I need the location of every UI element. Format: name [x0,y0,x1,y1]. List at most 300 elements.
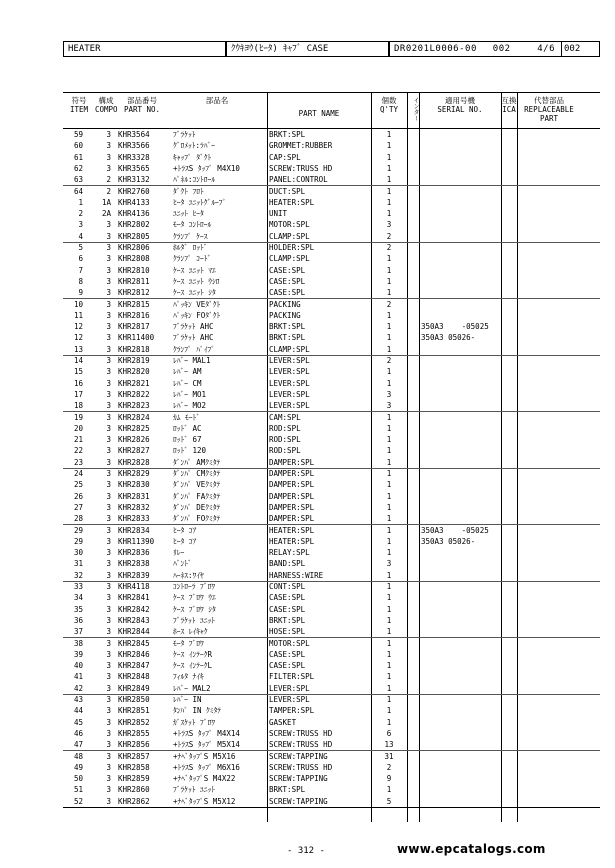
cell-part-name: CASE:SPL [269,265,306,275]
cell-qty: 1 [386,265,392,275]
header-doc-code [389,41,562,57]
col-name-en-header: PART NAME [298,109,340,118]
cell-part-no: KHR11390 [118,536,155,546]
cell-comp: 3 [106,672,111,682]
table-top-rule [63,92,600,93]
cell-part-no: KHR2849 [118,683,150,693]
cell-comp: 3 [106,502,111,512]
cell-part-no: KHR2851 [118,706,150,716]
cell-name-jp: ﾋｰﾀ ｺｱ [173,525,197,535]
cell-part-name: CLAMP:SPL [269,254,310,264]
cell-name-jp: ｺﾝﾄﾛｰﾗ ﾌﾞﾛﾜ [173,582,216,591]
cell-item: 44 [73,706,83,716]
cell-qty: 1 [386,672,392,682]
table-row [63,355,600,366]
cell-qty: 1 [386,344,392,354]
cell-part-name: BRKT:SPL [269,322,306,332]
cell-part-name: DAMPER:SPL [269,469,315,478]
cell-part-name: BRKT:SPL [269,615,306,625]
cell-item: 16 [73,378,83,388]
cell-comp: 3 [106,344,111,354]
cell-item: 8 [78,276,83,286]
cell-part-name: PANEL:CONTROL [269,175,328,185]
cell-part-no: KHR2859 [118,774,150,784]
cell-qty: 1 [386,695,392,704]
table-row [63,434,600,445]
cell-comp: 3 [106,356,111,365]
table-row [63,457,600,468]
cell-name-jp: ｹｰｽ ﾌﾞﾛﾜ ｳｴ [173,593,216,603]
table-bottom-rule [63,807,600,808]
cell-qty: 9 [386,774,392,784]
cell-name-jp: ﾚﾊﾞｰ MAL2 [173,683,211,693]
cell-qty: 1 [386,378,392,388]
cell-name-jp: ﾋｰﾀ ﾕﾆｯﾄｸﾞﾙｰﾌﾟ [173,197,227,207]
cell-qty: 1 [386,435,392,445]
table-row [63,751,600,762]
cell-serial: 350A3 05026- [421,536,476,546]
cell-item: 20 [73,423,83,433]
cell-part-no: KHR2826 [118,435,150,445]
cell-name-jp: ﾛｯﾄﾞ 67 [173,435,202,445]
cell-item: 4 [78,231,83,241]
table-row [63,265,600,276]
table-row [63,784,600,795]
table-row [63,728,600,739]
cell-qty: 31 [384,751,394,761]
cell-qty: 1 [386,604,392,614]
cell-qty: 1 [386,141,392,151]
cell-item: 47 [73,740,83,750]
cell-comp: 3 [106,604,111,614]
cell-part-name: SCREW:TAPPING [269,774,328,784]
cell-qty: 1 [386,412,392,422]
cell-part-name: HEATER:SPL [269,525,315,535]
table-row [63,186,600,197]
cell-name-jp: ｹｰｽ ﾕﾆｯﾄ ｼﾀ [173,288,216,298]
table-row [63,649,600,660]
table-row [63,276,600,287]
table-row [63,152,600,163]
cell-item: 51 [73,785,83,795]
cell-part-no: KHR2855 [118,728,150,738]
cell-comp: 3 [106,717,111,727]
cell-comp: 3 [106,367,111,377]
cell-comp: 3 [106,423,111,433]
cell-qty: 1 [386,582,392,591]
header-title: HEATER [63,41,226,57]
cell-comp: 3 [106,243,111,252]
cell-name-jp: ﾀﾞｸﾄ ﾌﾛﾄ [173,186,204,196]
cell-comp: 3 [106,480,111,490]
cell-qty: 1 [386,333,392,343]
table-row [63,140,600,151]
cell-name-jp: ﾊﾟﾈﾙ:ｺﾝﾄﾛｰﾙ [173,175,216,185]
cell-comp: 3 [106,582,111,591]
col-serial-header: 適用号機 SERIAL NO. [437,96,483,114]
cell-item: 46 [73,728,83,738]
cell-name-jp: ﾎﾙﾀﾞ ﾛｯﾄﾞ [173,243,208,252]
table-row [63,536,600,547]
cell-part-no: KHR2858 [118,762,150,772]
cell-item: 22 [73,446,83,456]
cell-part-name: LEVER:SPL [269,389,310,399]
cell-part-no: KHR2833 [118,514,150,524]
cell-name-jp: ﾌｨﾙﾀ ﾅｲｷ [173,672,204,682]
cell-item: 25 [73,480,83,490]
cell-comp: 3 [106,412,111,422]
cell-item: 12 [73,322,83,332]
cell-part-no: KHR2816 [118,310,150,320]
col-partno-header: 部品番号 PART NO. [123,96,161,114]
cell-serial: 350A3 -05025 [421,525,489,535]
cell-comp: 3 [106,796,111,806]
cell-part-name: LEVER:SPL [269,367,310,377]
cell-name-jp: ｹｰｽ ﾕﾆｯﾄ ﾏｴ [173,265,216,275]
cell-part-no: KHR3132 [118,175,150,185]
cell-comp: 3 [106,649,111,659]
cell-name-jp: ﾌﾞﾗｹｯﾄ [173,130,196,139]
header-rev: 002 [492,44,511,54]
cell-part-no: KHR2825 [118,423,150,433]
cell-part-name: LEVER:SPL [269,378,310,388]
cell-name-jp: +ﾅﾍﾞﾀｯﾌﾟS M5X16 [173,751,236,761]
cell-item: 31 [73,559,83,569]
table-row [63,332,600,343]
cell-comp: 3 [106,525,111,535]
cell-part-no: KHR2845 [118,638,150,648]
cell-part-no: KHR2850 [118,695,150,704]
cell-name-jp: ﾌﾞﾗｹｯﾄ ﾕﾆｯﾄ [173,615,216,625]
cell-part-no: KHR2823 [118,401,150,411]
col-inter-header: インター [412,97,419,121]
cell-name-jp: ﾊﾟｯｷﾝ FOﾀﾞｸﾄ [173,310,221,320]
table-row [63,525,600,536]
cell-part-no: KHR4133 [118,197,150,207]
cell-part-name: BRKT:SPL [269,333,306,343]
table-row [63,558,600,569]
cell-item: 34 [73,593,83,603]
cell-comp: 3 [106,322,111,332]
cell-item: 12 [73,333,83,343]
cell-qty: 1 [386,661,392,671]
cell-item: 52 [73,796,83,806]
header-doc-code-value: DR0201L0006-00 [394,44,477,54]
cell-qty: 1 [386,536,392,546]
table-row [63,174,600,185]
cell-name-jp: ｸﾗﾝﾌﾟ ｹｰｽ [173,231,208,241]
cell-comp: 3 [106,514,111,524]
cell-item: 18 [73,401,83,411]
cell-qty: 1 [386,717,392,727]
cell-comp: 3 [106,401,111,411]
table-row [63,231,600,242]
cell-qty: 2 [386,243,392,252]
cell-qty: 3 [386,401,392,411]
cell-qty: 6 [386,728,392,738]
cell-qty: 1 [386,785,392,795]
cell-item: 60 [73,141,83,151]
cell-item: 3 [78,220,83,230]
cell-comp: 3 [106,276,111,286]
cell-qty: 1 [386,276,392,286]
cell-name-jp: ﾓｰﾀ ｺﾝﾄﾛｰﾙ [173,220,212,230]
cell-name-jp: ﾌﾞﾗｹｯﾄ AHC [173,333,214,343]
cell-name-jp: ｷｬｯﾌﾟ ﾀﾞｸﾄ [173,152,212,162]
table-row [63,163,600,174]
cell-name-jp: +ﾄﾗｽS ﾀｯﾌﾟ M5X14 [173,740,240,750]
cell-part-no: KHR2847 [118,661,150,671]
cell-part-no: KHR2836 [118,548,150,558]
cell-part-no: KHR2857 [118,751,150,761]
cell-qty: 2 [386,762,392,772]
table-row [63,287,600,298]
cell-part-no: KHR3328 [118,152,150,162]
table-row [63,129,600,140]
col-ica-header: 互換 ICA [501,96,517,114]
cell-name-jp: ﾚﾊﾞｰ AM [173,367,202,377]
cell-comp: 3 [106,265,111,275]
cell-name-jp: ﾀﾞﾝﾊﾟ VEｸﾐﾀﾃ [173,480,221,490]
cell-part-no: KHR2822 [118,389,150,399]
cell-part-name: PACKING [269,310,301,320]
cell-part-name: DAMPER:SPL [269,480,315,490]
cell-part-name: HARNESS:WIRE [269,570,324,580]
cell-qty: 1 [386,570,392,580]
cell-part-no: KHR2831 [118,491,150,501]
cell-part-no: KHR2824 [118,412,150,422]
col-qty-header: 個数 Q'TY [379,96,399,114]
cell-comp: 3 [106,130,111,139]
cell-part-name: PACKING [269,299,301,309]
cell-comp: 3 [106,559,111,569]
cell-part-name: BAND:SPL [269,559,306,569]
cell-qty: 1 [386,209,392,219]
cell-part-name: SCREW:TAPPING [269,751,328,761]
cell-item: 36 [73,615,83,625]
page-number: - 312 - [287,846,325,856]
table-row [63,694,600,705]
cell-part-name: CASE:SPL [269,649,306,659]
table-row [63,683,600,694]
table-row [63,197,600,208]
cell-name-jp: ｸﾗﾝﾌﾟ ｺｰﾄﾞ [173,254,212,264]
cell-name-jp: ﾛｯﾄﾞ AC [173,423,202,433]
cell-item: 10 [73,299,83,309]
cell-item: 62 [73,163,83,173]
cell-part-no: KHR2821 [118,378,150,388]
cell-comp: 3 [106,548,111,558]
table-row [63,412,600,423]
table-row [63,423,600,434]
cell-item: 30 [73,548,83,558]
cell-part-no: KHR2818 [118,344,150,354]
cell-name-jp: +ﾄﾗｽS ﾀｯﾌﾟ M6X16 [173,762,240,772]
cell-part-name: ROD:SPL [269,423,301,433]
cell-qty: 1 [386,548,392,558]
table-row [63,604,600,615]
cell-comp: 3 [106,389,111,399]
table-row [63,796,600,807]
cell-part-name: SCREW:TRUSS HD [269,762,333,772]
cell-part-name: SCREW:TAPPING [269,796,328,806]
col-comp-header: 構成 COMPO [95,96,118,114]
cell-qty: 1 [386,254,392,264]
table-row [63,445,600,456]
cell-qty: 1 [386,367,392,377]
cell-comp: 3 [106,706,111,716]
cell-item: 33 [73,582,83,591]
cell-part-no: KHR2842 [118,604,150,614]
table-row [63,626,600,637]
cell-item: 17 [73,389,83,399]
cell-qty: 1 [386,446,392,456]
cell-name-jp: +ﾄﾗｽS ﾀｯﾌﾟ M4X14 [173,728,240,738]
table-row [63,299,600,310]
cell-part-name: DAMPER:SPL [269,491,315,501]
cell-part-no: KHR2830 [118,480,150,490]
cell-part-no: KHR2806 [118,243,150,252]
cell-part-name: DUCT:SPL [269,186,306,196]
cell-item: 29 [73,525,83,535]
cell-part-no: KHR2817 [118,322,150,332]
cell-item: 48 [73,751,83,761]
cell-item: 42 [73,683,83,693]
cell-item: 9 [78,288,83,298]
cell-qty: 1 [386,186,392,196]
table-row [63,310,600,321]
cell-item: 45 [73,717,83,727]
cell-comp: 3 [106,446,111,456]
cell-comp: 3 [106,627,111,637]
cell-part-name: DAMPER:SPL [269,457,315,467]
cell-part-no: KHR2819 [118,356,150,365]
cell-item: 27 [73,502,83,512]
cell-name-jp: ﾀﾞﾝﾊﾟ FAｸﾐﾀﾃ [173,491,221,501]
cell-comp: 3 [106,695,111,704]
cell-comp: 3 [106,683,111,693]
cell-name-jp: ﾋｰﾀ ｺｱ [173,536,197,546]
cell-comp: 3 [106,593,111,603]
cell-item: 24 [73,469,83,478]
cell-part-no: KHR2846 [118,649,150,659]
cell-comp: 3 [106,457,111,467]
cell-comp: 3 [106,435,111,445]
cell-name-jp: ｶﾑ ﾓｰﾄﾞ [173,412,201,422]
cell-qty: 1 [386,627,392,637]
cell-name-jp: +ﾅﾍﾞﾀｯﾌﾟS M5X12 [173,796,236,806]
cell-comp: 3 [106,785,111,795]
cell-qty: 1 [386,322,392,332]
table-row [63,581,600,592]
cell-comp: 3 [106,231,111,241]
cell-part-no: KHR2841 [118,593,150,603]
table-row [63,253,600,264]
cell-part-name: CAP:SPL [269,152,301,162]
cell-item: 64 [73,186,83,196]
table-row [63,762,600,773]
cell-part-name: CLAMP:SPL [269,231,310,241]
cell-comp: 3 [106,378,111,388]
cell-part-name: LEVER:SPL [269,401,310,411]
cell-item: 59 [73,130,83,139]
cell-name-jp: ﾀﾝﾊﾟ IN ｸﾐﾀﾃ [173,706,222,716]
cell-comp: 3 [106,163,111,173]
cell-item: 32 [73,570,83,580]
cell-name-jp: ﾚﾊﾞｰ MAL1 [173,356,211,365]
cell-part-no: KHR4118 [118,582,150,591]
table-row [63,378,600,389]
cell-name-jp: ﾌﾞﾗｹｯﾄ ﾕﾆｯﾄ [173,785,216,795]
cell-comp: 1A [101,197,111,207]
cell-part-name: HOLDER:SPL [269,243,315,252]
cell-comp: 2 [106,175,111,185]
cell-part-no: KHR2812 [118,288,150,298]
cell-qty: 1 [386,197,392,207]
cell-part-no: KHR2839 [118,570,150,580]
cell-part-no: KHR2802 [118,220,150,230]
cell-part-name: ROD:SPL [269,446,301,456]
cell-item: 43 [73,695,83,704]
table-row [63,366,600,377]
cell-qty: 3 [386,389,392,399]
cell-item: 37 [73,627,83,637]
cell-qty: 1 [386,502,392,512]
cell-part-name: LEVER:SPL [269,683,310,693]
table-row [63,400,600,411]
cell-name-jp: ﾊﾞﾝﾄﾞ [173,559,192,569]
cell-item: 1 [78,197,83,207]
cell-qty: 1 [386,423,392,433]
header-subtitle: ｸｳｷﾖｳ(ﾋｰﾀ) ｷｬﾌﾞ CASE [226,41,389,57]
cell-name-jp: ﾚﾊﾞｰ MO2 [173,401,207,411]
cell-name-jp: ﾀﾞﾝﾊﾟ FOｸﾐﾀﾃ [173,514,221,524]
cell-qty: 2 [386,356,392,365]
cell-part-no: KHR2832 [118,502,150,512]
cell-part-name: CASE:SPL [269,593,306,603]
cell-item: 19 [73,412,83,422]
table-row [63,592,600,603]
cell-comp: 2 [106,186,111,196]
cell-part-no: KHR2843 [118,615,150,625]
table-row [63,479,600,490]
cell-name-jp: +ﾄﾗｽS ﾀｯﾌﾟ M4X10 [173,163,240,173]
cell-name-jp: ｹｰｽ ﾕﾆｯﾄ ｳｼﾛ [173,276,220,286]
cell-qty: 1 [386,638,392,648]
cell-qty: 1 [386,480,392,490]
cell-comp: 3 [106,288,111,298]
cell-part-name: SCREW:TRUSS HD [269,740,333,750]
cell-qty: 5 [386,796,392,806]
cell-comp: 3 [106,638,111,648]
cell-part-name: GASKET [269,717,297,727]
cell-qty: 1 [386,175,392,185]
cell-part-no: KHR2827 [118,446,150,456]
cell-part-name: CONT:SPL [269,582,306,591]
cell-part-no: KHR2828 [118,457,150,467]
cell-name-jp: ｸﾞﾛﾒｯﾄ:ﾗﾊﾞｰ [173,141,216,151]
cell-part-no: KHR2862 [118,796,150,806]
cell-item: 26 [73,491,83,501]
cell-item: 49 [73,762,83,772]
cell-name-jp: ﾚﾊﾞｰ MO1 [173,389,207,399]
cell-part-no: KHR2829 [118,469,150,478]
cell-part-no: KHR2844 [118,627,150,637]
cell-qty: 1 [386,615,392,625]
cell-qty: 1 [386,163,392,173]
cell-part-name: CASE:SPL [269,288,306,298]
cell-part-name: CAM:SPL [269,412,301,422]
